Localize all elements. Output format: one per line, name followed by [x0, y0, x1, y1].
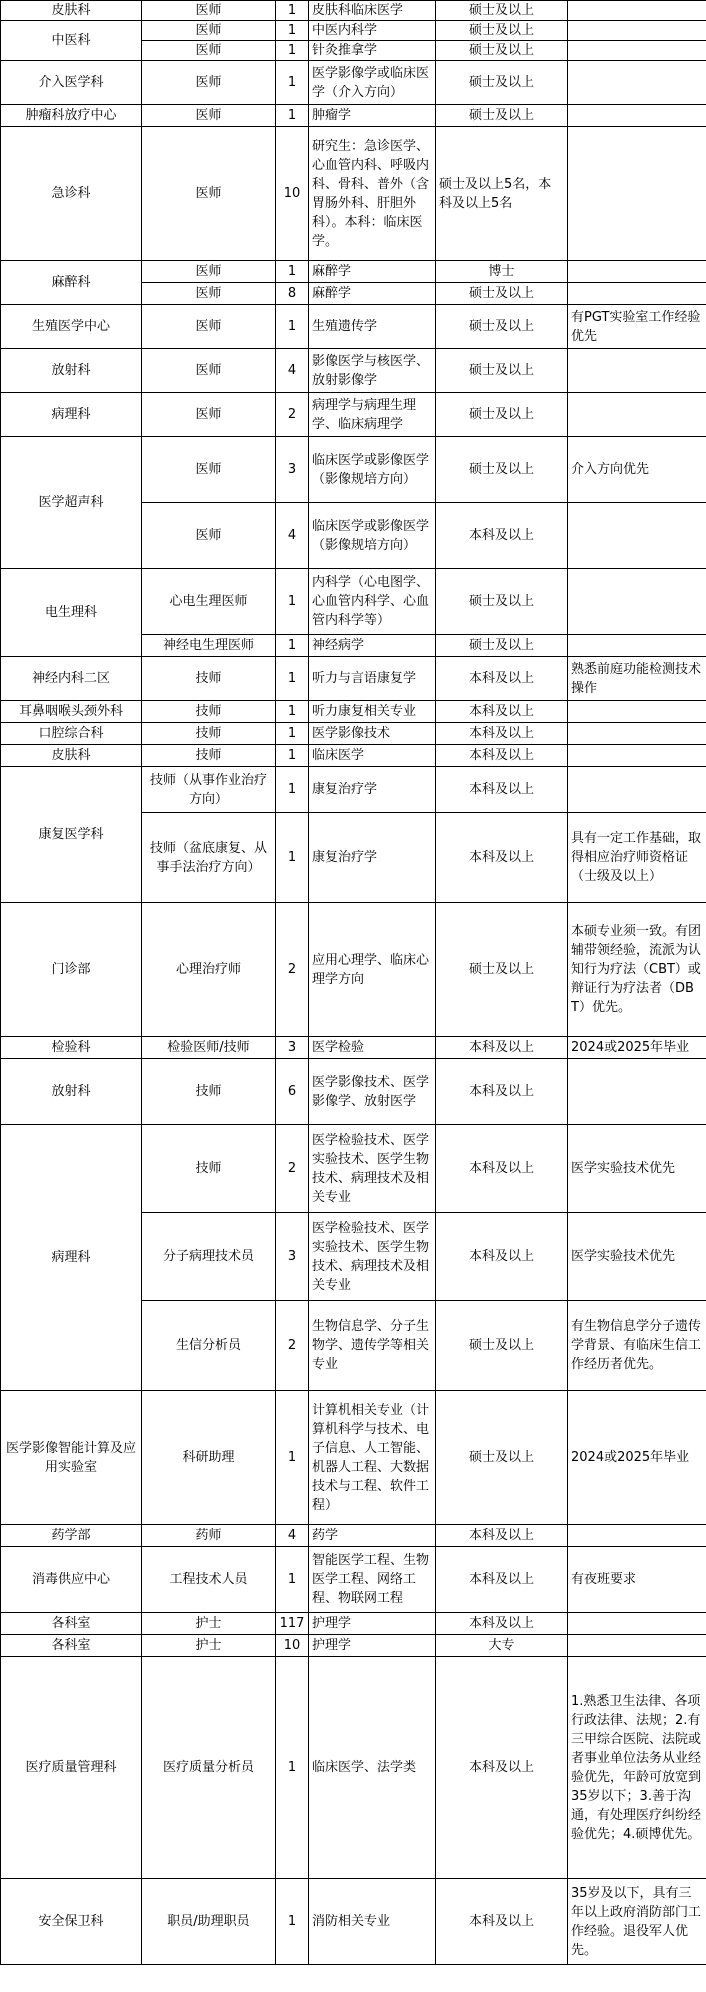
count-cell: 1	[276, 1391, 309, 1525]
education-cell: 本科及以上	[436, 1037, 568, 1059]
major-cell: 病理学与病理生理学、临床病理学	[309, 393, 436, 437]
education-cell: 硕士及以上	[436, 283, 568, 305]
table-row	[1, 723, 706, 745]
table-row	[1, 1613, 706, 1635]
count-cell: 1	[276, 1, 309, 21]
position-cell: 技师（盆底康复、从事手法治疗方向）	[142, 813, 276, 903]
remark-cell: 有生物信息学分子遗传学背景、有临床生信工作经历者优先。	[568, 1301, 706, 1391]
major-cell: 康复治疗学	[309, 813, 436, 903]
remark-cell: 2024或2025年毕业	[568, 1391, 706, 1525]
major-cell: 康复治疗学	[309, 767, 436, 813]
count-cell: 1	[276, 569, 309, 635]
major-cell: 神经病学	[309, 635, 436, 657]
department-cell: 麻醉科	[1, 261, 142, 305]
remark-cell: 具有一定工作基础，取得相应治疗师资格证（士级及以上）	[568, 813, 706, 903]
position-cell: 技师	[142, 745, 276, 767]
count-cell: 4	[276, 503, 309, 569]
remark-cell	[568, 701, 706, 723]
table-row	[1, 1125, 706, 1213]
education-cell: 硕士及以上	[436, 105, 568, 127]
department-cell: 门诊部	[1, 903, 142, 1037]
table-row	[1, 903, 706, 1037]
count-cell: 1	[276, 21, 309, 41]
count-cell: 1	[276, 635, 309, 657]
count-cell: 1	[276, 41, 309, 61]
department-cell: 药学部	[1, 1525, 142, 1547]
major-cell: 医学影像技术、医学影像学、放射医学	[309, 1059, 436, 1125]
position-cell: 医师	[142, 393, 276, 437]
major-cell: 临床医学	[309, 745, 436, 767]
department-cell: 介入医学科	[1, 61, 142, 105]
department-cell: 医学超声科	[1, 437, 142, 569]
education-cell: 本科及以上	[436, 1125, 568, 1213]
position-cell: 药师	[142, 1525, 276, 1547]
position-cell: 医师	[142, 503, 276, 569]
remark-cell	[568, 127, 706, 261]
major-cell: 皮肤科临床医学	[309, 1, 436, 21]
education-cell: 硕士及以上	[436, 41, 568, 61]
department-cell: 皮肤科	[1, 745, 142, 767]
remark-cell	[568, 393, 706, 437]
education-cell: 本科及以上	[436, 657, 568, 701]
education-cell: 硕士及以上5名，本科及以上5名	[436, 127, 568, 261]
remark-cell: 医学实验技术优先	[568, 1213, 706, 1301]
major-cell: 临床医学或影像医学（影像规培方向）	[309, 437, 436, 503]
education-cell: 硕士及以上	[436, 305, 568, 349]
department-cell: 神经内科二区	[1, 657, 142, 701]
department-cell: 皮肤科	[1, 1, 142, 21]
department-cell: 耳鼻咽喉头颈外科	[1, 701, 142, 723]
remark-cell	[568, 569, 706, 635]
major-cell: 药学	[309, 1525, 436, 1547]
count-cell: 1	[276, 745, 309, 767]
department-cell: 消毒供应中心	[1, 1547, 142, 1613]
remark-cell	[568, 503, 706, 569]
count-cell: 117	[276, 1613, 309, 1635]
count-cell: 10	[276, 1635, 309, 1657]
major-cell: 听力与言语康复学	[309, 657, 436, 701]
major-cell: 医学检验技术、医学实验技术、医学生物技术、病理技术及相关专业	[309, 1125, 436, 1213]
education-cell: 本科及以上	[436, 701, 568, 723]
remark-cell	[568, 283, 706, 305]
major-cell: 肿瘤学	[309, 105, 436, 127]
position-cell: 医师	[142, 261, 276, 283]
major-cell: 医学影像技术	[309, 723, 436, 745]
position-cell: 护士	[142, 1613, 276, 1635]
position-cell: 工程技术人员	[142, 1547, 276, 1613]
position-cell: 医师	[142, 21, 276, 41]
education-cell: 硕士及以上	[436, 349, 568, 393]
major-cell: 消防相关专业	[309, 1879, 436, 1965]
position-cell: 医师	[142, 437, 276, 503]
table-row	[1, 767, 706, 813]
education-cell: 本科及以上	[436, 1525, 568, 1547]
position-cell: 心电生理医师	[142, 569, 276, 635]
count-cell: 4	[276, 1525, 309, 1547]
major-cell: 针灸推拿学	[309, 41, 436, 61]
table-row	[1, 105, 706, 127]
education-cell: 本科及以上	[436, 1213, 568, 1301]
position-cell: 技师	[142, 657, 276, 701]
count-cell: 3	[276, 1213, 309, 1301]
major-cell: 智能医学工程、生物医学工程、网络工程、物联网工程	[309, 1547, 436, 1613]
major-cell: 护理学	[309, 1635, 436, 1657]
count-cell: 1	[276, 261, 309, 283]
remark-cell	[568, 1525, 706, 1547]
count-cell: 2	[276, 1125, 309, 1213]
remark-cell: 有夜班要求	[568, 1547, 706, 1613]
position-cell: 医师	[142, 283, 276, 305]
position-cell: 医师	[142, 305, 276, 349]
position-cell: 医师	[142, 349, 276, 393]
count-cell: 1	[276, 701, 309, 723]
education-cell: 硕士及以上	[436, 61, 568, 105]
table-row	[1, 1879, 706, 1965]
department-cell: 急诊科	[1, 127, 142, 261]
table-row	[1, 701, 706, 723]
major-cell: 生物信息学、分子生物学、遗传学等相关专业	[309, 1301, 436, 1391]
remark-cell: 1.熟悉卫生法律、各项行政法律、法规；2.有三甲综合医院、法院或者事业单位法务从业经验优先，年龄可放宽到35岁以下；3.善于沟通，有处理医疗纠纷经验优先；4.硕博优先。	[568, 1657, 706, 1879]
position-cell: 神经电生理医师	[142, 635, 276, 657]
remark-cell	[568, 767, 706, 813]
remark-cell	[568, 635, 706, 657]
major-cell: 临床医学或影像医学（影像规培方向）	[309, 503, 436, 569]
education-cell: 硕士及以上	[436, 1, 568, 21]
table-row	[1, 1, 706, 21]
table-row	[1, 745, 706, 767]
position-cell: 技师	[142, 701, 276, 723]
education-cell: 大专	[436, 1635, 568, 1657]
table-row	[1, 1635, 706, 1657]
remark-cell	[568, 1059, 706, 1125]
major-cell: 影像医学与核医学、放射影像学	[309, 349, 436, 393]
department-cell: 安全保卫科	[1, 1879, 142, 1965]
remark-cell	[568, 41, 706, 61]
count-cell: 2	[276, 393, 309, 437]
count-cell: 1	[276, 1657, 309, 1879]
count-cell: 3	[276, 1037, 309, 1059]
department-cell: 医学影像智能计算及应用实验室	[1, 1391, 142, 1525]
education-cell: 硕士及以上	[436, 635, 568, 657]
remark-cell	[568, 21, 706, 41]
position-cell: 技师	[142, 1059, 276, 1125]
position-cell: 技师	[142, 1125, 276, 1213]
count-cell: 6	[276, 1059, 309, 1125]
education-cell: 硕士及以上	[436, 1391, 568, 1525]
major-cell: 中医内科学	[309, 21, 436, 41]
table-row	[1, 349, 706, 393]
education-cell: 硕士及以上	[436, 569, 568, 635]
count-cell: 10	[276, 127, 309, 261]
position-cell: 医师	[142, 41, 276, 61]
major-cell: 麻醉学	[309, 261, 436, 283]
table-row	[1, 657, 706, 701]
department-cell: 康复医学科	[1, 767, 142, 903]
count-cell: 2	[276, 1301, 309, 1391]
remark-cell	[568, 261, 706, 283]
major-cell: 医学影像学或临床医学（介入方向）	[309, 61, 436, 105]
department-cell: 放射科	[1, 1059, 142, 1125]
remark-cell: 2024或2025年毕业	[568, 1037, 706, 1059]
count-cell: 1	[276, 767, 309, 813]
department-cell: 电生理科	[1, 569, 142, 657]
education-cell: 本科及以上	[436, 1657, 568, 1879]
position-cell: 医师	[142, 61, 276, 105]
major-cell: 医学检验	[309, 1037, 436, 1059]
remark-cell: 本硕专业须一致。有团辅带领经验，流派为认知行为疗法（CBT）或辩证行为疗法者（DBT）优先。	[568, 903, 706, 1037]
remark-cell: 医学实验技术优先	[568, 1125, 706, 1213]
major-cell: 研究生：急诊医学、心血管内科、呼吸内科、骨科、普外（含胃肠外科、肝胆外科）。本科：临床医学。	[309, 127, 436, 261]
count-cell: 1	[276, 61, 309, 105]
table-row	[1, 61, 706, 105]
position-cell: 职员/助理职员	[142, 1879, 276, 1965]
education-cell: 本科及以上	[436, 1613, 568, 1635]
department-cell: 中医科	[1, 21, 142, 61]
table-row	[1, 1657, 706, 1879]
remark-cell: 有PGT实验室工作经验优先	[568, 305, 706, 349]
position-cell: 生信分析员	[142, 1301, 276, 1391]
count-cell: 1	[276, 1879, 309, 1965]
position-cell: 科研助理	[142, 1391, 276, 1525]
major-cell: 麻醉学	[309, 283, 436, 305]
major-cell: 计算机相关专业（计算机科学与技术、电子信息、人工智能、机器人工程、大数据技术与工程、软件工程）	[309, 1391, 436, 1525]
table-row	[1, 1037, 706, 1059]
table-row	[1, 1391, 706, 1525]
remark-cell	[568, 1613, 706, 1635]
major-cell: 应用心理学、临床心理学方向	[309, 903, 436, 1037]
table-row	[1, 569, 706, 635]
education-cell: 硕士及以上	[436, 1301, 568, 1391]
education-cell: 本科及以上	[436, 503, 568, 569]
table-row	[1, 21, 706, 41]
remark-cell	[568, 1635, 706, 1657]
count-cell: 1	[276, 813, 309, 903]
position-cell: 技师（从事作业治疗方向）	[142, 767, 276, 813]
department-cell: 各科室	[1, 1613, 142, 1635]
remark-cell	[568, 61, 706, 105]
department-cell: 各科室	[1, 1635, 142, 1657]
remark-cell: 熟悉前庭功能检测技术操作	[568, 657, 706, 701]
department-cell: 医疗质量管理科	[1, 1657, 142, 1879]
position-cell: 医师	[142, 127, 276, 261]
position-cell: 医疗质量分析员	[142, 1657, 276, 1879]
count-cell: 2	[276, 903, 309, 1037]
education-cell: 本科及以上	[436, 1547, 568, 1613]
department-cell: 病理科	[1, 393, 142, 437]
remark-cell	[568, 349, 706, 393]
table-row	[1, 437, 706, 503]
education-cell: 本科及以上	[436, 723, 568, 745]
remark-cell: 介入方向优先	[568, 437, 706, 503]
education-cell: 博士	[436, 261, 568, 283]
education-cell: 硕士及以上	[436, 21, 568, 41]
remark-cell	[568, 1, 706, 21]
education-cell: 本科及以上	[436, 813, 568, 903]
table-row	[1, 1525, 706, 1547]
count-cell: 3	[276, 437, 309, 503]
major-cell: 临床医学、法学类	[309, 1657, 436, 1879]
education-cell: 硕士及以上	[436, 903, 568, 1037]
department-cell: 口腔综合科	[1, 723, 142, 745]
department-cell: 检验科	[1, 1037, 142, 1059]
education-cell: 本科及以上	[436, 1059, 568, 1125]
department-cell: 肿瘤科放疗中心	[1, 105, 142, 127]
department-cell: 生殖医学中心	[1, 305, 142, 349]
position-cell: 心理治疗师	[142, 903, 276, 1037]
count-cell: 1	[276, 657, 309, 701]
major-cell: 医学检验技术、医学实验技术、医学生物技术、病理技术及相关专业	[309, 1213, 436, 1301]
count-cell: 1	[276, 305, 309, 349]
remark-cell	[568, 723, 706, 745]
education-cell: 本科及以上	[436, 1879, 568, 1965]
table-row	[1, 1059, 706, 1125]
department-cell: 病理科	[1, 1125, 142, 1391]
count-cell: 1	[276, 723, 309, 745]
department-cell: 放射科	[1, 349, 142, 393]
position-cell: 分子病理技术员	[142, 1213, 276, 1301]
position-cell: 技师	[142, 723, 276, 745]
table-row	[1, 393, 706, 437]
table-row	[1, 127, 706, 261]
major-cell: 内科学（心电图学、心血管内科学、心血管内科学等）	[309, 569, 436, 635]
count-cell: 1	[276, 1547, 309, 1613]
remark-cell	[568, 105, 706, 127]
count-cell: 1	[276, 105, 309, 127]
count-cell: 8	[276, 283, 309, 305]
education-cell: 硕士及以上	[436, 437, 568, 503]
table-row	[1, 1547, 706, 1613]
position-cell: 护士	[142, 1635, 276, 1657]
position-cell: 医师	[142, 105, 276, 127]
table-row	[1, 305, 706, 349]
education-cell: 本科及以上	[436, 767, 568, 813]
table-row	[1, 261, 706, 283]
count-cell: 4	[276, 349, 309, 393]
major-cell: 护理学	[309, 1613, 436, 1635]
position-cell: 检验医师/技师	[142, 1037, 276, 1059]
position-cell: 医师	[142, 1, 276, 21]
remark-cell	[568, 745, 706, 767]
major-cell: 听力康复相关专业	[309, 701, 436, 723]
major-cell: 生殖遗传学	[309, 305, 436, 349]
remark-cell: 35岁及以下，具有三年以上政府消防部门工作经验。退役军人优先。	[568, 1879, 706, 1965]
education-cell: 本科及以上	[436, 745, 568, 767]
education-cell: 硕士及以上	[436, 393, 568, 437]
